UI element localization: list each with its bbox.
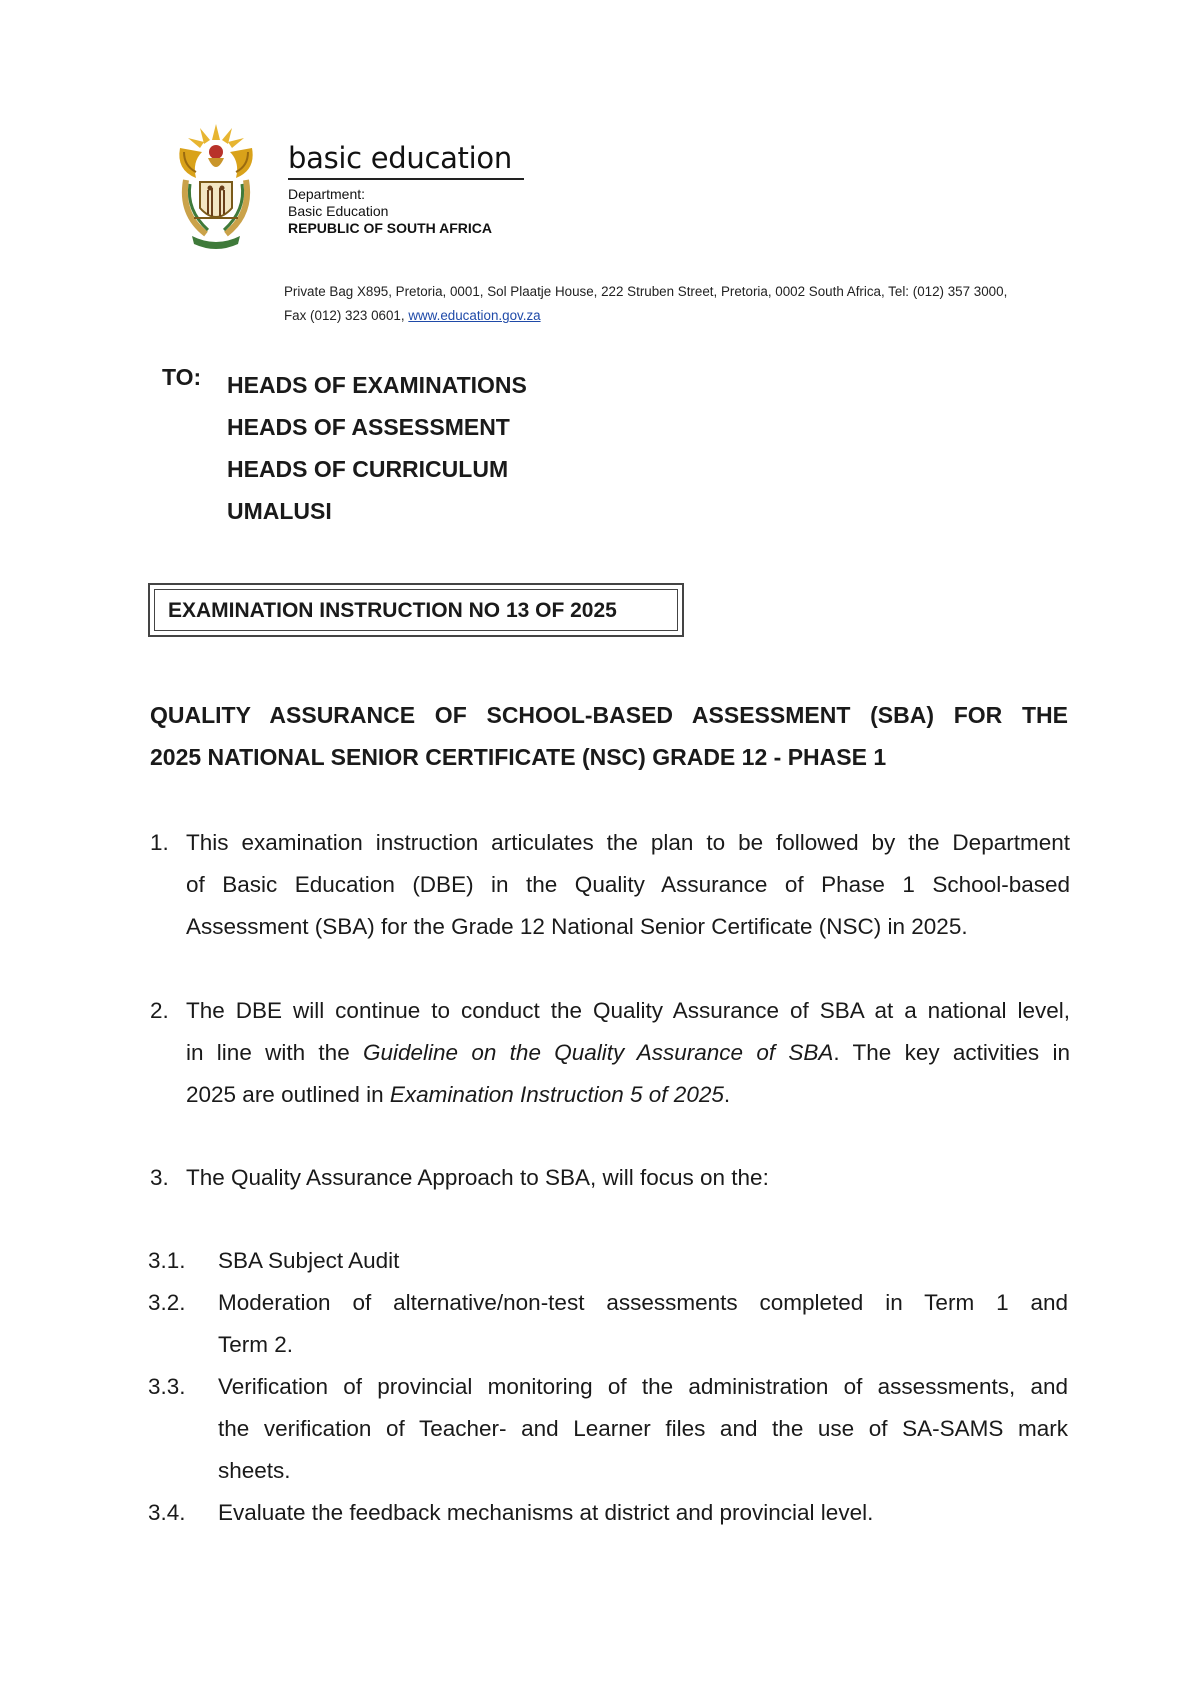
- paragraph-number: 1.: [150, 830, 169, 855]
- to-label: TO:: [162, 364, 202, 390]
- brand-name: basic education: [288, 140, 524, 180]
- document-heading: [150, 694, 1068, 778]
- department-name: Basic Education: [288, 203, 389, 219]
- department-label: Department:: [288, 186, 366, 202]
- text-line: The DBE will continue to conduct the Quality Assurance of SBA at a national level,: [186, 998, 1070, 1023]
- text-line: Assessment (SBA) for the Grade 12 National Senior Certificate (NSC) in 2025.: [186, 914, 968, 939]
- recipient-item: UMALUSI: [227, 498, 332, 524]
- letterhead-brand: [288, 140, 524, 237]
- text-run: 2025 are outlined in: [186, 1082, 390, 1107]
- text-line: Verification of provincial monitoring of the administration of assessments, and: [218, 1374, 1068, 1399]
- subitem-number: 3.1.: [148, 1248, 186, 1273]
- address-line-2: [284, 304, 1024, 328]
- text-line: This examination instruction articulates the plan to be followed by the Department: [186, 830, 1070, 855]
- subitem-text: [218, 1240, 1068, 1282]
- recipient-item: HEADS OF CURRICULUM: [227, 456, 509, 482]
- website-link[interactable]: www.education.gov.za: [408, 308, 541, 323]
- paragraph-3: [150, 1157, 1070, 1201]
- paragraph-1: [150, 822, 1070, 962]
- subitem-text: [218, 1366, 1068, 1492]
- text-run: in line with the: [186, 1040, 363, 1065]
- subitem-3-2: [148, 1282, 1068, 1366]
- address-line-1: Private Bag X895, Pretoria, 0001, Sol Plaatje House, 222 Struben Street, Pretoria, 0002 South Africa, Tel: (012) 357 3000,: [284, 284, 1008, 299]
- text-line: Term 2.: [218, 1332, 294, 1357]
- paragraph-2: [150, 990, 1070, 1130]
- heading-line-2: 2025 NATIONAL SENIOR CERTIFICATE (NSC) GRADE 12 - PHASE 1: [150, 744, 887, 770]
- subitem-3-3: [148, 1366, 1068, 1492]
- paragraph-number: 2.: [150, 998, 169, 1023]
- text-line: of Basic Education (DBE) in the Quality Assurance of Phase 1 School-based: [186, 872, 1070, 897]
- text-line: Moderation of alternative/non-test assessments completed in Term 1 and: [218, 1290, 1068, 1315]
- heading-line-1: QUALITY ASSURANCE OF SCHOOL-BASED ASSESSMENT (SBA) FOR THE: [150, 702, 1068, 728]
- subitem-number: 3.2.: [148, 1290, 186, 1315]
- subitem-number: 3.4.: [148, 1500, 186, 1525]
- guideline-title: Guideline on the Quality Assurance of SBA: [363, 1040, 834, 1065]
- text-line: [186, 1032, 1070, 1074]
- recipient-item: HEADS OF EXAMINATIONS: [227, 372, 527, 398]
- text-line: Evaluate the feedback mechanisms at district and provincial level.: [218, 1500, 874, 1525]
- text-line: [186, 1074, 1070, 1116]
- paragraph-text: [186, 990, 1070, 1116]
- text-line: SBA Subject Audit: [218, 1248, 400, 1273]
- country-name: REPUBLIC OF SOUTH AFRICA: [288, 220, 493, 236]
- recipient-item: HEADS OF ASSESSMENT: [227, 414, 510, 440]
- text-run: . The key activities in: [833, 1040, 1070, 1065]
- fax-text: Fax (012) 323 0601,: [284, 308, 405, 323]
- instruction-box: [148, 583, 684, 637]
- paragraph-text: [186, 822, 1070, 948]
- paragraph-number: 3.: [150, 1165, 169, 1190]
- subitem-text: [218, 1492, 1068, 1534]
- recipient-list: [227, 364, 527, 532]
- text-run: .: [723, 1082, 731, 1107]
- subitem-number: 3.3.: [148, 1374, 186, 1399]
- instruction-reference: Examination Instruction 5 of 2025: [389, 1082, 724, 1107]
- subitem-text: [218, 1282, 1068, 1366]
- instruction-title: EXAMINATION INSTRUCTION NO 13 OF 2025: [154, 589, 678, 631]
- subitem-3-1: [148, 1240, 1068, 1284]
- text-line: the verification of Teacher- and Learner files and the use of SA-SAMS mark: [218, 1416, 1068, 1441]
- address-block: [284, 280, 1024, 328]
- text-line: sheets.: [218, 1458, 291, 1483]
- subitem-3-4: [148, 1492, 1068, 1536]
- paragraph-text: The Quality Assurance Approach to SBA, will focus on the:: [186, 1165, 769, 1190]
- coat-of-arms-logo: [172, 118, 260, 252]
